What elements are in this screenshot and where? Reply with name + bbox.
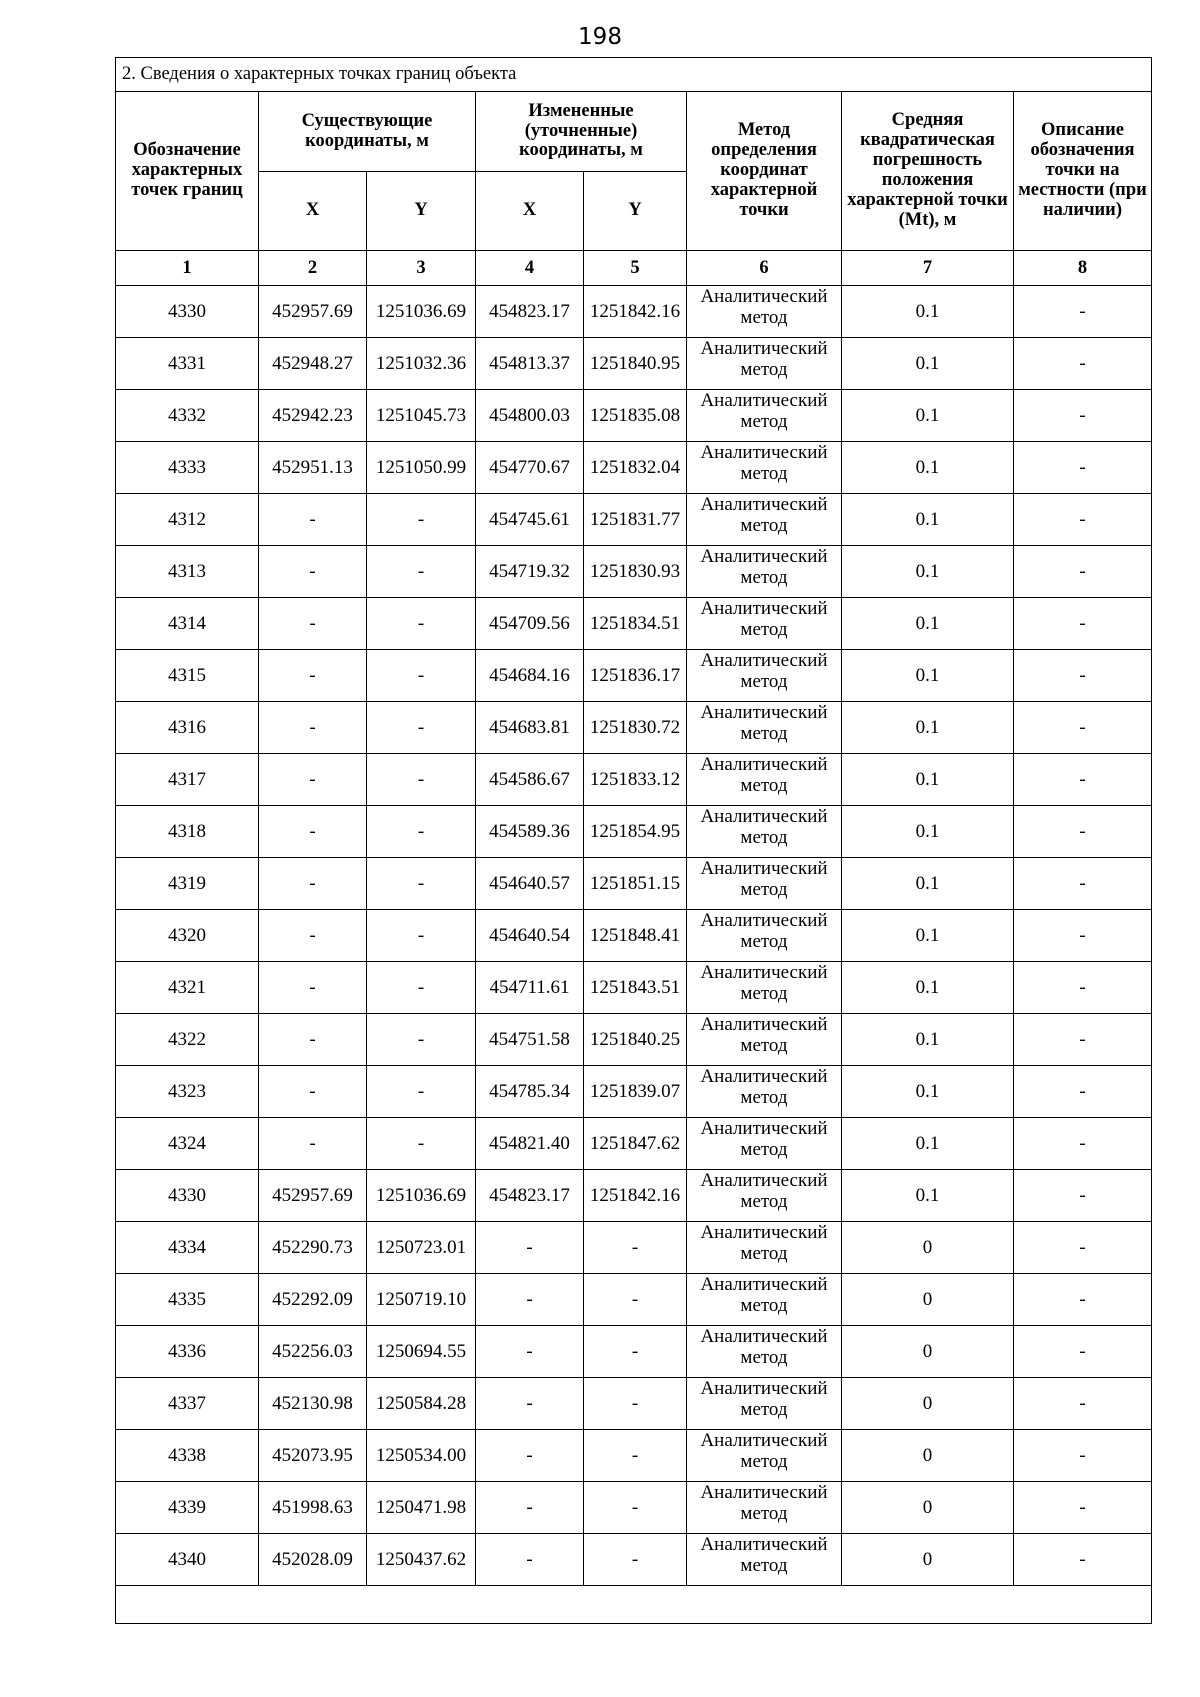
existing-y: 1250694.55 <box>367 1326 476 1378</box>
table-row <box>116 1274 1152 1326</box>
description-value: - <box>1014 1430 1152 1482</box>
existing-y: - <box>367 702 476 754</box>
method-word: метод <box>740 358 788 380</box>
column-number: 5 <box>584 251 687 286</box>
existing-y: 1251036.69 <box>367 286 476 338</box>
table-row <box>116 1066 1152 1118</box>
changed-x: 454751.58 <box>476 1014 584 1066</box>
method-word: Аналитический <box>700 1430 828 1451</box>
method-word: метод <box>740 514 788 536</box>
method-word: метод <box>740 410 788 432</box>
existing-y: - <box>367 546 476 598</box>
point-number: 4314 <box>116 598 259 650</box>
changed-y: 1251842.16 <box>584 286 687 338</box>
point-number: 4323 <box>116 1066 259 1118</box>
method-cell <box>687 858 842 910</box>
boundary-points-table <box>115 57 1152 1624</box>
description-value: - <box>1014 650 1152 702</box>
method-word: метод <box>740 1190 788 1212</box>
method-word: метод <box>740 1294 788 1316</box>
existing-x: 452951.13 <box>259 442 367 494</box>
method-cell <box>687 1014 842 1066</box>
existing-y: - <box>367 910 476 962</box>
method-cell <box>687 1326 842 1378</box>
existing-y: 1250584.28 <box>367 1378 476 1430</box>
method-cell <box>687 650 842 702</box>
existing-y: 1250534.00 <box>367 1430 476 1482</box>
point-number: 4332 <box>116 390 259 442</box>
changed-y: 1251840.95 <box>584 338 687 390</box>
existing-x: 452957.69 <box>259 1170 367 1222</box>
method-word: Аналитический <box>700 910 828 931</box>
header-existing-coords: Существующие координаты, м <box>259 92 476 172</box>
description-value: - <box>1014 442 1152 494</box>
method-word: метод <box>740 618 788 640</box>
changed-y: - <box>584 1274 687 1326</box>
changed-y: 1251836.17 <box>584 650 687 702</box>
table-row <box>116 598 1152 650</box>
changed-y: 1251851.15 <box>584 858 687 910</box>
error-value: 0.1 <box>842 650 1014 702</box>
existing-y: 1250719.10 <box>367 1274 476 1326</box>
changed-x: 454770.67 <box>476 442 584 494</box>
method-cell <box>687 546 842 598</box>
method-word: метод <box>740 1138 788 1160</box>
method-cell <box>687 494 842 546</box>
existing-x: 452073.95 <box>259 1430 367 1482</box>
point-number: 4321 <box>116 962 259 1014</box>
existing-x: 452130.98 <box>259 1378 367 1430</box>
point-number: 4336 <box>116 1326 259 1378</box>
method-cell <box>687 390 842 442</box>
changed-y: 1251835.08 <box>584 390 687 442</box>
changed-x: 454709.56 <box>476 598 584 650</box>
error-value: 0.1 <box>842 338 1014 390</box>
existing-y: 1251032.36 <box>367 338 476 390</box>
table-row <box>116 1430 1152 1482</box>
method-word: Аналитический <box>700 598 828 619</box>
changed-x: - <box>476 1378 584 1430</box>
method-word: метод <box>740 1242 788 1264</box>
description-value: - <box>1014 1222 1152 1274</box>
header-changed-x: X <box>476 172 584 251</box>
changed-y: 1251842.16 <box>584 1170 687 1222</box>
point-number: 4333 <box>116 442 259 494</box>
changed-x: 454586.67 <box>476 754 584 806</box>
changed-y: 1251834.51 <box>584 598 687 650</box>
table-row <box>116 754 1152 806</box>
table-row <box>116 442 1152 494</box>
existing-y: - <box>367 858 476 910</box>
table-row <box>116 390 1152 442</box>
table-row <box>116 858 1152 910</box>
existing-x: 452948.27 <box>259 338 367 390</box>
table-row <box>116 1118 1152 1170</box>
method-cell <box>687 338 842 390</box>
description-value: - <box>1014 806 1152 858</box>
point-number: 4335 <box>116 1274 259 1326</box>
method-word: метод <box>740 1450 788 1472</box>
table-row <box>116 910 1152 962</box>
table-row <box>116 286 1152 338</box>
description-value: - <box>1014 1534 1152 1586</box>
existing-y: - <box>367 598 476 650</box>
changed-x: 454823.17 <box>476 286 584 338</box>
changed-y: 1251830.93 <box>584 546 687 598</box>
table-row <box>116 1326 1152 1378</box>
table-row <box>116 546 1152 598</box>
changed-y: 1251840.25 <box>584 1014 687 1066</box>
method-cell <box>687 1378 842 1430</box>
existing-y: - <box>367 806 476 858</box>
point-number: 4319 <box>116 858 259 910</box>
description-value: - <box>1014 598 1152 650</box>
method-word: Аналитический <box>700 1378 828 1399</box>
method-cell <box>687 1066 842 1118</box>
column-number: 2 <box>259 251 367 286</box>
method-word: метод <box>740 1554 788 1576</box>
method-word: метод <box>740 930 788 952</box>
existing-y: - <box>367 1066 476 1118</box>
existing-x: - <box>259 806 367 858</box>
existing-x: - <box>259 650 367 702</box>
description-value: - <box>1014 1326 1152 1378</box>
method-cell <box>687 1222 842 1274</box>
method-word: метод <box>740 1034 788 1056</box>
method-cell <box>687 806 842 858</box>
column-number: 8 <box>1014 251 1152 286</box>
changed-y: 1251843.51 <box>584 962 687 1014</box>
point-number: 4338 <box>116 1430 259 1482</box>
method-word: Аналитический <box>700 494 828 515</box>
changed-x: 454589.36 <box>476 806 584 858</box>
column-number: 6 <box>687 251 842 286</box>
existing-x: 452942.23 <box>259 390 367 442</box>
error-value: 0.1 <box>842 546 1014 598</box>
error-value: 0 <box>842 1430 1014 1482</box>
description-value: - <box>1014 1170 1152 1222</box>
method-cell <box>687 1430 842 1482</box>
method-word: Аналитический <box>700 1274 828 1295</box>
point-number: 4331 <box>116 338 259 390</box>
method-word: Аналитический <box>700 286 828 307</box>
existing-x: - <box>259 1014 367 1066</box>
changed-x: 454684.16 <box>476 650 584 702</box>
changed-y: - <box>584 1378 687 1430</box>
point-number: 4312 <box>116 494 259 546</box>
method-word: метод <box>740 1502 788 1524</box>
method-word: Аналитический <box>700 1170 828 1191</box>
existing-x: 452290.73 <box>259 1222 367 1274</box>
column-number: 1 <box>116 251 259 286</box>
changed-y: - <box>584 1430 687 1482</box>
point-number: 4339 <box>116 1482 259 1534</box>
changed-y: 1251833.12 <box>584 754 687 806</box>
existing-y: - <box>367 1118 476 1170</box>
error-value: 0.1 <box>842 1014 1014 1066</box>
table-row <box>116 1014 1152 1066</box>
method-word: Аналитический <box>700 390 828 411</box>
description-value: - <box>1014 1066 1152 1118</box>
method-word: Аналитический <box>700 1118 828 1139</box>
changed-y: 1251847.62 <box>584 1118 687 1170</box>
point-number: 4334 <box>116 1222 259 1274</box>
changed-y: - <box>584 1326 687 1378</box>
changed-y: 1251854.95 <box>584 806 687 858</box>
method-cell <box>687 1482 842 1534</box>
point-number: 4317 <box>116 754 259 806</box>
changed-x: 454800.03 <box>476 390 584 442</box>
header-error: Средняя квадратическая погрешность положения характерной точки (Mt), м <box>842 92 1014 251</box>
method-cell <box>687 962 842 1014</box>
error-value: 0.1 <box>842 1170 1014 1222</box>
method-word: Аналитический <box>700 442 828 463</box>
header-existing-y: Y <box>367 172 476 251</box>
method-word: метод <box>740 306 788 328</box>
point-number: 4316 <box>116 702 259 754</box>
point-number: 4330 <box>116 286 259 338</box>
method-word: метод <box>740 1346 788 1368</box>
header-changed-coords: Измененные (уточненные) координаты, м <box>476 92 687 172</box>
changed-x: - <box>476 1534 584 1586</box>
description-value: - <box>1014 910 1152 962</box>
header-point-designation: Обозначение характерных точек границ <box>116 92 259 251</box>
existing-y: - <box>367 1014 476 1066</box>
header-description: Описание обозначения точки на местности (при наличии) <box>1014 92 1152 251</box>
method-word: Аналитический <box>700 546 828 567</box>
changed-y: 1251830.72 <box>584 702 687 754</box>
header-method: Метод определения координат характерной точки <box>687 92 842 251</box>
method-word: Аналитический <box>700 806 828 827</box>
error-value: 0.1 <box>842 598 1014 650</box>
changed-y: - <box>584 1222 687 1274</box>
changed-x: 454785.34 <box>476 1066 584 1118</box>
description-value: - <box>1014 1378 1152 1430</box>
point-number: 4318 <box>116 806 259 858</box>
existing-x: - <box>259 702 367 754</box>
error-value: 0.1 <box>842 494 1014 546</box>
existing-x: 452957.69 <box>259 286 367 338</box>
method-word: Аналитический <box>700 1482 828 1503</box>
column-number: 4 <box>476 251 584 286</box>
description-value: - <box>1014 702 1152 754</box>
existing-x: - <box>259 1118 367 1170</box>
error-value: 0 <box>842 1534 1014 1586</box>
changed-y: 1251832.04 <box>584 442 687 494</box>
description-value: - <box>1014 1118 1152 1170</box>
changed-y: - <box>584 1482 687 1534</box>
changed-y: 1251831.77 <box>584 494 687 546</box>
existing-x: - <box>259 910 367 962</box>
changed-x: - <box>476 1222 584 1274</box>
existing-y: 1250723.01 <box>367 1222 476 1274</box>
method-cell <box>687 754 842 806</box>
point-number: 4324 <box>116 1118 259 1170</box>
description-value: - <box>1014 546 1152 598</box>
method-word: Аналитический <box>700 858 828 879</box>
method-cell <box>687 910 842 962</box>
changed-x: 454711.61 <box>476 962 584 1014</box>
point-number: 4320 <box>116 910 259 962</box>
error-value: 0.1 <box>842 754 1014 806</box>
description-value: - <box>1014 390 1152 442</box>
method-word: метод <box>740 566 788 588</box>
error-value: 0.1 <box>842 390 1014 442</box>
table-row <box>116 702 1152 754</box>
table-row <box>116 1534 1152 1586</box>
error-value: 0.1 <box>842 1066 1014 1118</box>
method-word: Аналитический <box>700 1326 828 1347</box>
changed-x: - <box>476 1326 584 1378</box>
method-word: Аналитический <box>700 1222 828 1243</box>
existing-y: 1251036.69 <box>367 1170 476 1222</box>
table-row <box>116 1378 1152 1430</box>
changed-x: - <box>476 1430 584 1482</box>
changed-y: - <box>584 1534 687 1586</box>
table-row <box>116 650 1152 702</box>
page-number: 198 <box>578 24 622 50</box>
existing-y: 1251045.73 <box>367 390 476 442</box>
description-value: - <box>1014 1014 1152 1066</box>
existing-y: 1251050.99 <box>367 442 476 494</box>
existing-x: 451998.63 <box>259 1482 367 1534</box>
point-number: 4322 <box>116 1014 259 1066</box>
method-cell <box>687 1118 842 1170</box>
point-number: 4337 <box>116 1378 259 1430</box>
description-value: - <box>1014 1482 1152 1534</box>
changed-x: 454683.81 <box>476 702 584 754</box>
description-value: - <box>1014 494 1152 546</box>
error-value: 0 <box>842 1482 1014 1534</box>
point-number: 4315 <box>116 650 259 702</box>
method-word: метод <box>740 722 788 744</box>
changed-x: - <box>476 1274 584 1326</box>
header-changed-y: Y <box>584 172 687 251</box>
method-word: Аналитический <box>700 702 828 723</box>
error-value: 0.1 <box>842 858 1014 910</box>
method-word: метод <box>740 878 788 900</box>
table-row <box>116 338 1152 390</box>
column-number: 7 <box>842 251 1014 286</box>
method-word: метод <box>740 1398 788 1420</box>
existing-x: - <box>259 494 367 546</box>
error-value: 0.1 <box>842 806 1014 858</box>
error-value: 0.1 <box>842 442 1014 494</box>
error-value: 0.1 <box>842 286 1014 338</box>
method-word: Аналитический <box>700 1534 828 1555</box>
existing-y: - <box>367 650 476 702</box>
description-value: - <box>1014 754 1152 806</box>
changed-x: 454821.40 <box>476 1118 584 1170</box>
error-value: 0.1 <box>842 702 1014 754</box>
existing-y: - <box>367 754 476 806</box>
method-cell <box>687 702 842 754</box>
table-row <box>116 806 1152 858</box>
method-cell <box>687 598 842 650</box>
existing-y: - <box>367 962 476 1014</box>
method-word: метод <box>740 670 788 692</box>
point-number: 4340 <box>116 1534 259 1586</box>
error-value: 0.1 <box>842 910 1014 962</box>
point-number: 4330 <box>116 1170 259 1222</box>
description-value: - <box>1014 286 1152 338</box>
header-existing-x: X <box>259 172 367 251</box>
method-cell <box>687 1170 842 1222</box>
existing-x: - <box>259 858 367 910</box>
changed-x: 454813.37 <box>476 338 584 390</box>
description-value: - <box>1014 962 1152 1014</box>
existing-x: - <box>259 962 367 1014</box>
method-word: метод <box>740 774 788 796</box>
table-row <box>116 1482 1152 1534</box>
empty-footer-row <box>116 1586 1152 1624</box>
column-number-row <box>116 251 1152 286</box>
description-value: - <box>1014 338 1152 390</box>
existing-y: 1250471.98 <box>367 1482 476 1534</box>
method-word: метод <box>740 462 788 484</box>
method-word: Аналитический <box>700 650 828 671</box>
changed-x: 454823.17 <box>476 1170 584 1222</box>
method-cell <box>687 1534 842 1586</box>
existing-y: - <box>367 494 476 546</box>
error-value: 0 <box>842 1274 1014 1326</box>
existing-x: 452292.09 <box>259 1274 367 1326</box>
method-cell <box>687 286 842 338</box>
column-number: 3 <box>367 251 476 286</box>
method-word: Аналитический <box>700 962 828 983</box>
changed-x: 454640.54 <box>476 910 584 962</box>
table-row <box>116 962 1152 1014</box>
existing-x: 452256.03 <box>259 1326 367 1378</box>
error-value: 0 <box>842 1378 1014 1430</box>
method-word: Аналитический <box>700 1066 828 1087</box>
method-cell <box>687 1274 842 1326</box>
method-word: метод <box>740 982 788 1004</box>
changed-x: 454640.57 <box>476 858 584 910</box>
point-number: 4313 <box>116 546 259 598</box>
changed-x: 454745.61 <box>476 494 584 546</box>
table-row <box>116 1222 1152 1274</box>
existing-x: - <box>259 598 367 650</box>
changed-x: 454719.32 <box>476 546 584 598</box>
error-value: 0.1 <box>842 962 1014 1014</box>
method-cell <box>687 442 842 494</box>
existing-x: 452028.09 <box>259 1534 367 1586</box>
method-word: Аналитический <box>700 754 828 775</box>
error-value: 0 <box>842 1326 1014 1378</box>
method-word: Аналитический <box>700 1014 828 1035</box>
existing-x: - <box>259 754 367 806</box>
error-value: 0.1 <box>842 1118 1014 1170</box>
method-word: метод <box>740 1086 788 1108</box>
table-row <box>116 1170 1152 1222</box>
existing-x: - <box>259 546 367 598</box>
existing-x: - <box>259 1066 367 1118</box>
changed-y: 1251848.41 <box>584 910 687 962</box>
method-word: Аналитический <box>700 338 828 359</box>
changed-y: 1251839.07 <box>584 1066 687 1118</box>
existing-y: 1250437.62 <box>367 1534 476 1586</box>
table-row <box>116 494 1152 546</box>
error-value: 0 <box>842 1222 1014 1274</box>
description-value: - <box>1014 1274 1152 1326</box>
changed-x: - <box>476 1482 584 1534</box>
method-word: метод <box>740 826 788 848</box>
description-value: - <box>1014 858 1152 910</box>
section-title: 2. Сведения о характерных точках границ объекта <box>116 58 1152 92</box>
